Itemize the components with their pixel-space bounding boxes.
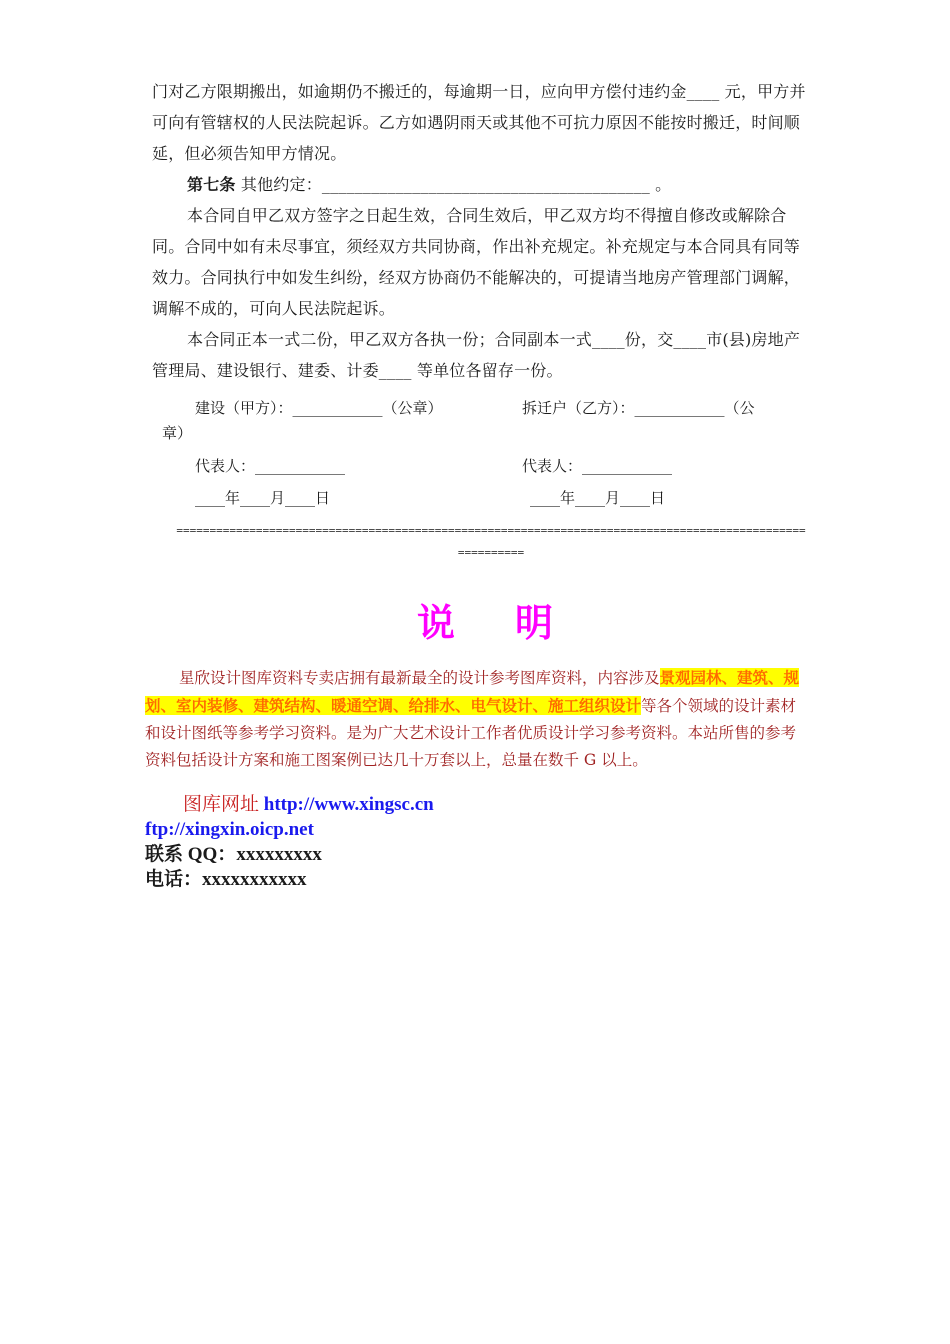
notice-paragraph <box>145 664 810 774</box>
contract-paragraph-3: 本合同正本一式二份，甲乙双方各执一份；合同副本一式____份，交____市(县)房地产管理局、建设银行、建委、计委____ 等单位各留存一份。 <box>152 330 801 380</box>
site-label: 图库网址 <box>183 794 260 815</box>
party-a-representative: 代表人：____________ <box>195 457 346 475</box>
notice-highlight: 景观园林、建筑、规划、室内装修、建筑结构、暖通空调、给排水、电气设计、施工组织设计 <box>145 668 800 715</box>
article-7-label: 第七条 <box>187 175 236 194</box>
phone-value: xxxxxxxxxxx <box>202 869 307 890</box>
separator-line: ========================================================================================================= <box>176 524 806 559</box>
article-7-text: 其他约定：________________________________________ 。 <box>235 175 672 194</box>
phone-line <box>145 867 307 892</box>
contract-paragraph-1: 门对乙方限期搬出，如逾期仍不搬迁的，每逾期一日，应向甲方偿付违约金____ 元，甲方并可向有管辖权的人民法院起诉。乙方如遇阴雨天或其他不可抗力原因不能按时搬迁，时间顺延，但必须告知甲方情况。 <box>152 82 806 163</box>
party-b-representative: 代表人：____________ <box>522 457 673 475</box>
article-7 <box>152 169 807 200</box>
party-b-signature-wrap: 章） <box>162 424 193 442</box>
phone-label: 电话： <box>145 869 203 890</box>
notice-intro: 星欣设计图库资料专卖店拥有最新最全的设计参考图库资料，内容涉及 <box>179 669 660 687</box>
contract-paragraph-2: 本合同自甲乙双方签字之日起生效，合同生效后，甲乙双方均不得擅自修改或解除合同。合同中如有未尽事宜，须经双方共同协商，作出补充规定。补充规定与本合同具有同等效力。合同执行中如发生纠纷，经双方协商仍不能解决的，可提请当地房产管理部门调解，调解不成的，可向人民法院起诉。 <box>152 206 801 318</box>
site-line <box>183 792 434 817</box>
party-a-date: ____年____月____日 <box>195 489 331 507</box>
qq-label: 联系 QQ： <box>145 844 237 865</box>
notice-rest: 等各个领域的设计素材和设计图纸等参考学习资料。是为广大艺术设计工作者优质设计学习参考资料。本站所售的参考资料包括设计方案和施工图案例已达几十万套以上，总量在数千 G 以上。 <box>145 697 797 769</box>
party-b-signature: 拆迁户（乙方）：____________（公 <box>522 399 755 417</box>
notice-heading: 说明 <box>416 601 613 645</box>
party-b-date: ____年____月____日 <box>530 489 666 507</box>
qq-line <box>145 842 322 867</box>
party-a-signature: 建设（甲方）：____________（公章） <box>195 399 443 417</box>
qq-value: xxxxxxxxx <box>236 844 322 865</box>
ftp-url-link[interactable]: ftp://xingxin.oicp.net <box>145 819 314 840</box>
site-url-link[interactable]: http://www.xingsc.cn <box>263 794 434 815</box>
